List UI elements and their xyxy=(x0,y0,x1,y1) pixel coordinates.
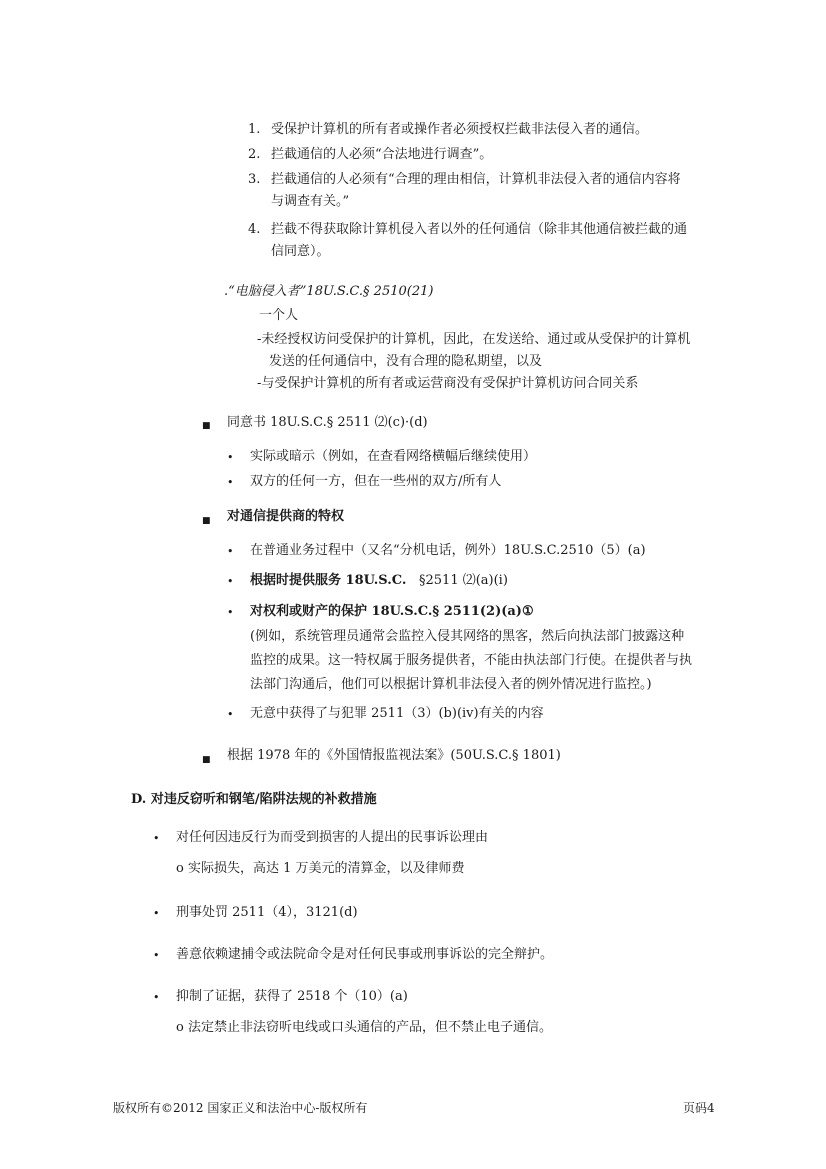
list-number: 2. xyxy=(248,147,261,162)
provider-paragraph-line: 监控的成果。这一特权属于服务提供者，不能由执法部门行使。在提供者与执 xyxy=(250,653,693,668)
consent-heading: 同意书 18U.S.C.§ 2511 ⑵(c)·(d) xyxy=(227,415,428,430)
list-item-text: 拦截不得获取除计算机侵入者以外的任何通信（除非其他通信被拦截的通 xyxy=(271,222,688,237)
bullet-icon: • xyxy=(153,991,160,1004)
footer-copyright: 版权所有©2012 国家正义和法治中心-版权所有 xyxy=(113,1101,368,1115)
list-number: 1. xyxy=(248,122,261,137)
bullet-icon: • xyxy=(227,575,234,588)
remedy-item: 善意依赖逮捕令或法院命令是对任何民事或刑事诉讼的完全辩护。 xyxy=(176,947,554,962)
definition-line: -未经授权访问受保护的计算机，因此，在发送给、通过或从受保护的计算机 xyxy=(257,332,691,347)
definition-line: -与受保护计算机的所有者或运营商没有受保护计算机访问合同关系 xyxy=(257,376,639,391)
provider-paragraph-line: (例如，系统管理员通常会监控入侵其网络的黑客，然后向执法部门披露这种 xyxy=(250,629,685,644)
provider-sub-item: 在普通业务过程中（又名“分机电话，例外）18U.S.C.2510（5）(a) xyxy=(250,543,646,558)
remedy-sub-item: o 实际损失，高达 1 万美元的清算金，以及律师费 xyxy=(176,861,465,876)
provider-sub-item-citation: §2511 ⑵(a)(i) xyxy=(419,573,508,588)
remedy-item: 刑事处罚 2511（4），3121(d) xyxy=(176,905,358,920)
consent-sub-item: 实际或暗示（例如，在查看网络横幅后继续使用） xyxy=(250,449,537,464)
list-item-text: 受保护计算机的所有者或操作者必须授权拦截非法侵入者的通信。 xyxy=(271,122,649,137)
provider-paragraph-line: 法部门沟通后，他们可以根据计算机非法侵入者的例外情况进行监控。) xyxy=(250,677,652,692)
bullet-icon: • xyxy=(153,907,160,920)
remedy-item: 对任何因违反行为而受到损害的人提出的民事诉讼理由 xyxy=(176,830,489,845)
definition-line: 发送的任何通信中，没有合理的隐私期望，以及 xyxy=(269,354,543,369)
bullet-icon: • xyxy=(227,451,234,464)
list-item-text: 拦截通信的人必须有“合理的理由相信，计算机非法侵入者的通信内容将 xyxy=(271,172,681,187)
bullet-icon: • xyxy=(227,606,234,619)
provider-sub-item: 无意中获得了与犯罪 2511（3）(b)(iv)有关的内容 xyxy=(250,706,544,721)
fisa-item: 根据 1978 年的《外国情报监视法案》(50U.S.C.§ 1801) xyxy=(227,748,561,763)
provider-sub-item-bold: 根据时提供服务 18U.S.C. xyxy=(250,573,407,588)
remedy-sub-item: o 法定禁止非法窃听电线或口头通信的产品，但不禁止电子通信。 xyxy=(176,1020,552,1035)
remedy-item: 抑制了证据，获得了 2518 个（10）(a) xyxy=(176,989,408,1004)
list-item-text: 信同意）。 xyxy=(271,244,330,259)
list-number: 3. xyxy=(248,172,261,187)
consent-sub-item: 双方的任何一方，但在一些州的双方/所有人 xyxy=(250,474,502,489)
definition-line: 一个人 xyxy=(259,308,299,323)
footer-page-number: 页码4 xyxy=(683,1101,715,1115)
bullet-icon: • xyxy=(227,708,234,721)
bullet-icon: • xyxy=(227,476,234,489)
bullet-icon: • xyxy=(153,832,160,845)
list-number: 4. xyxy=(248,222,261,237)
bullet-icon: • xyxy=(153,949,160,962)
list-item-text: 与调查有关。” xyxy=(271,194,350,209)
square-bullet-icon: ■ xyxy=(202,421,211,431)
square-bullet-icon: ■ xyxy=(202,755,211,765)
bullet-icon: • xyxy=(227,545,234,558)
list-item-text: 拦截通信的人必须“合法地进行调查”。 xyxy=(271,147,493,162)
section-d-heading: D. 对违反窃听和钢笔/陷阱法规的补救措施 xyxy=(131,792,377,807)
definition-heading: .“电脑侵入者”18U.S.C.§ 2510(21) xyxy=(224,284,434,299)
square-bullet-icon: ■ xyxy=(202,516,211,526)
provider-sub-item-bold: 对权利或财产的保护 18U.S.C.§ 2511(2)(a)① xyxy=(250,604,534,619)
provider-heading: 对通信提供商的特权 xyxy=(227,509,345,524)
